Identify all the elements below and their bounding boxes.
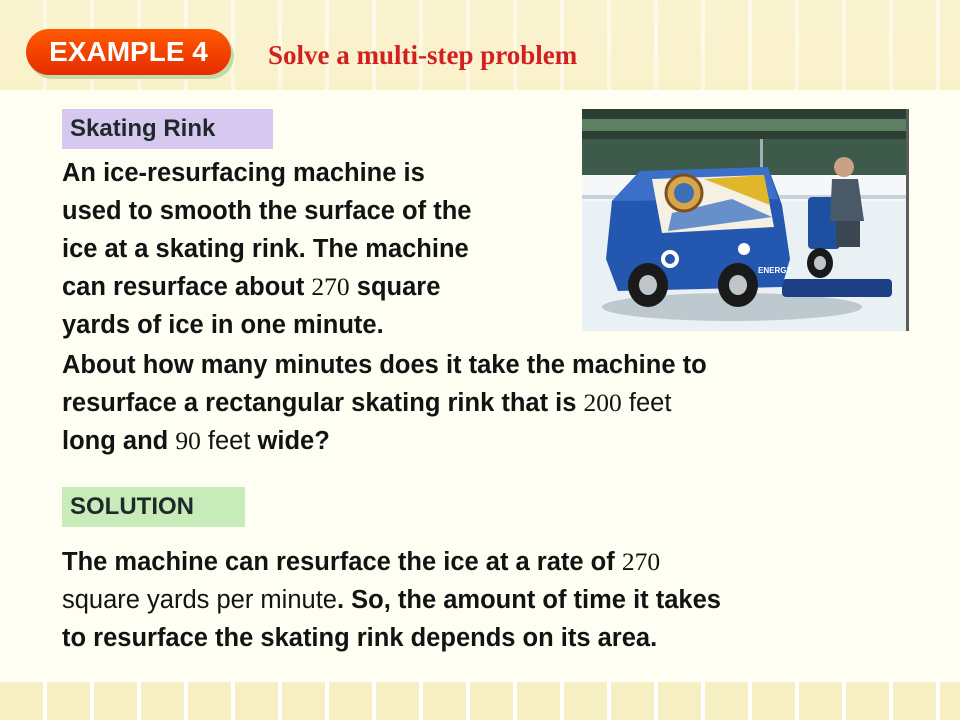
question-line-3-end: wide? — [250, 427, 330, 455]
zamboni-illustration — [582, 109, 909, 331]
conditioner — [782, 279, 892, 297]
rate-value: 270 — [311, 272, 350, 301]
solution-line-3: to resurface the skating rink depends on its area. — [62, 624, 658, 652]
question-line-1: About how many minutes does it take the machine to — [62, 351, 707, 379]
problem-line-3: ice at a skating rink. The machine — [62, 235, 469, 263]
width-unit: feet — [200, 427, 251, 455]
solution-text — [62, 543, 942, 657]
problem-line-1: An ice-resurfacing machine is — [62, 159, 425, 187]
driver-legs — [836, 221, 860, 247]
solution-line-1: The machine can resurface the ice at a rate of — [62, 548, 622, 576]
width-value: 90 — [175, 426, 201, 455]
question-line-3-start: long and — [62, 427, 176, 455]
logo-icon-right — [738, 243, 750, 255]
driver-head — [834, 157, 854, 177]
zamboni-photo — [582, 109, 909, 331]
wheel-rear-hub — [639, 275, 657, 295]
problem-line-4-end: square — [349, 273, 441, 301]
length-value: 200 — [583, 388, 622, 417]
emblem-center — [674, 183, 694, 203]
solution-line-2-bold: . So, the amount of time it takes — [336, 586, 721, 614]
problem-line-2: used to smooth the surface of the — [62, 197, 472, 225]
footer-background — [0, 682, 960, 720]
problem-question — [62, 346, 942, 460]
example-title: Solve a multi-step problem — [268, 40, 578, 70]
machine-label: ENERGY — [758, 266, 792, 275]
length-unit: feet — [621, 389, 672, 417]
solution-rate-value: 270 — [621, 547, 661, 576]
question-line-2-start: resurface a rectangular skating rink that is — [62, 389, 584, 417]
solution-label: SOLUTION — [62, 487, 245, 527]
wheel-cab-hub — [814, 256, 826, 270]
skating-rink-label: Skating Rink — [62, 109, 273, 149]
logo-icon-left-inner — [665, 254, 675, 264]
solution-line-2-plain: square yards per minute — [62, 586, 337, 614]
problem-text-intro — [62, 154, 582, 344]
wheel-front-hub — [729, 275, 747, 295]
example-badge: EXAMPLE 4 — [26, 29, 231, 75]
problem-line-5: yards of ice in one minute. — [62, 311, 384, 339]
problem-line-4-start: can resurface about — [62, 273, 312, 301]
photo-edge — [906, 109, 909, 331]
banner-strip — [582, 119, 909, 131]
